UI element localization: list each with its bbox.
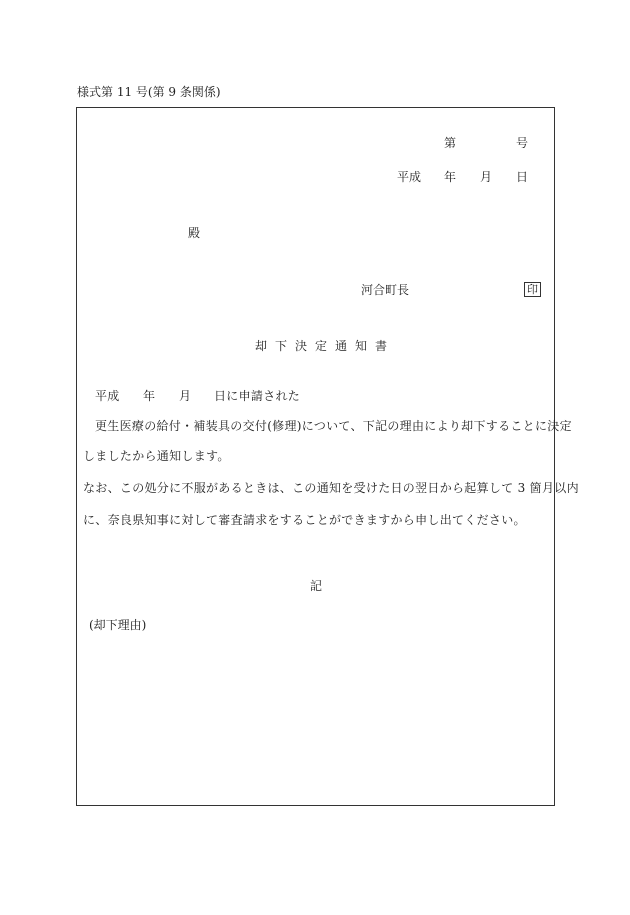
reason-label: (却下理由) (89, 618, 147, 632)
application-month: 月 (179, 389, 192, 403)
addressee-honorific: 殿 (188, 226, 201, 240)
application-rest: 日に申請された (214, 389, 301, 403)
date-era: 平成 (397, 170, 422, 184)
application-year: 年 (143, 389, 156, 403)
seal-stamp: 印 (524, 282, 541, 297)
issuer-title: 河合町長 (361, 283, 410, 297)
doc-number-prefix: 第 (444, 136, 457, 150)
body-line-3: しましたから通知します。 (83, 449, 230, 463)
date-year: 年 (444, 170, 457, 184)
body-line-2: 更生医療の給付・補装具の交付(修理)について、下記の理由により却下することに決定 (95, 419, 572, 433)
doc-number-suffix: 号 (516, 136, 529, 150)
ki-heading: 記 (310, 579, 323, 593)
application-era: 平成 (95, 389, 120, 403)
form-label: 様式第 11 号(第 9 条関係) (77, 85, 221, 99)
date-day: 日 (516, 170, 529, 184)
date-month: 月 (480, 170, 493, 184)
body-line-5: に、奈良県知事に対して審査請求をすることができますから申し出てください。 (83, 513, 526, 527)
body-line-4: なお、この処分に不服があるときは、この通知を受けた日の翌日から起算して 3 箇月以内 (83, 481, 579, 495)
page-title: 却下決定通知書 (255, 339, 396, 353)
